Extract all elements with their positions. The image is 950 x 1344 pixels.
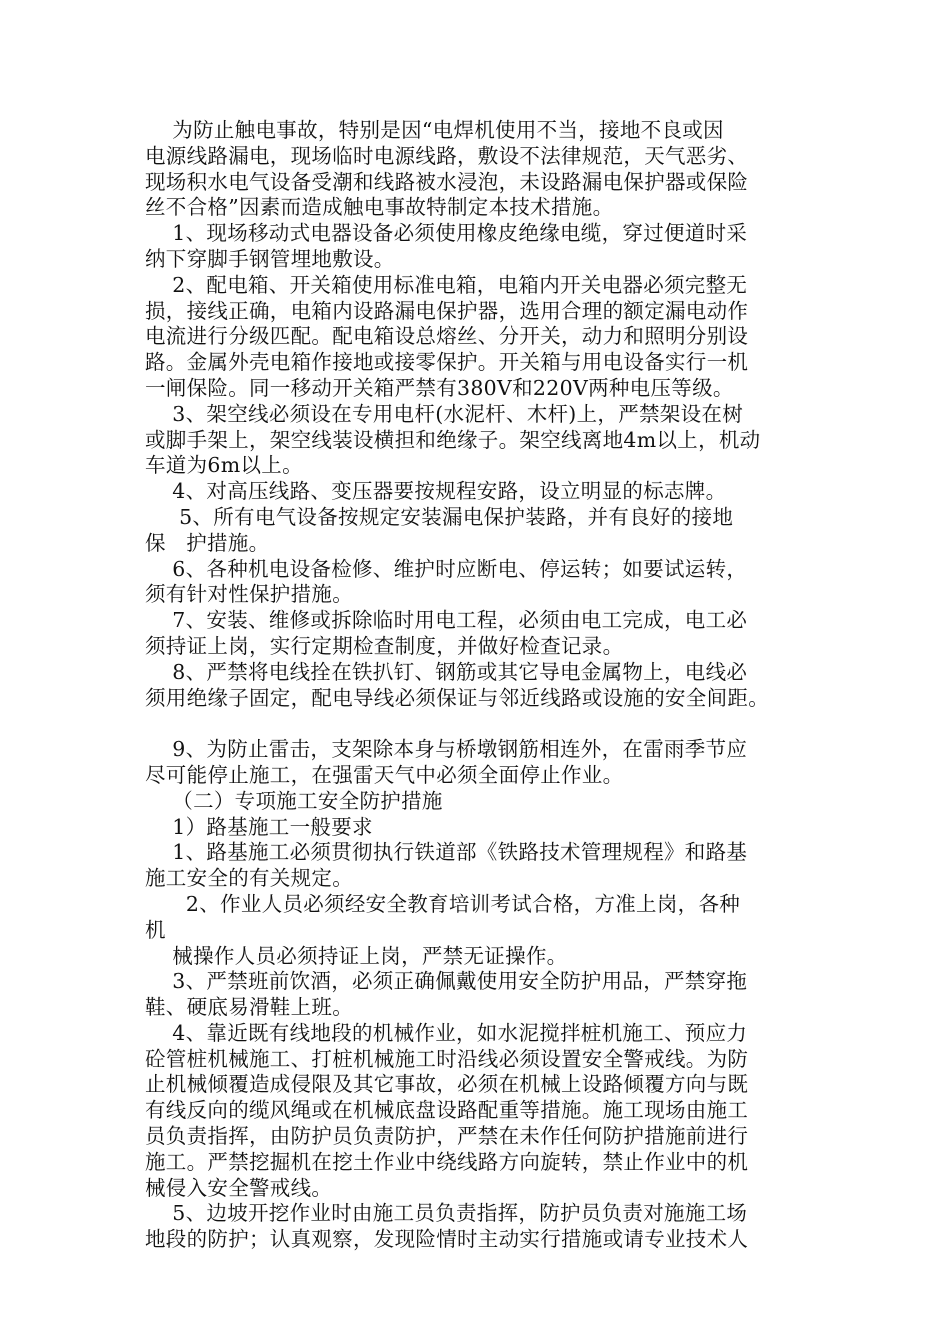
- text-line: 4、靠近既有线地段的机械作业，如水泥搅拌桩机施工、预应力: [145, 1020, 748, 1045]
- text-line: 1、路基施工必须贯彻执行铁道部《铁路技术管理规程》和路基: [145, 840, 748, 865]
- text-line: 3、架空线必须设在专用电杆(水泥杆、木杆)上，严禁架设在树: [145, 401, 744, 426]
- text-line: 员负责指挥，由防护员负责防护，严禁在未作任何防护措施前进行: [145, 1124, 749, 1149]
- text-line: 尽可能停止施工，在强雷天气中必须全面停止作业。: [145, 762, 624, 787]
- text-line: 9、为防止雷击，支架除本身与桥墩钢筋相连外，在雷雨季节应: [145, 737, 748, 762]
- text-line: 施工。严禁挖掘机在挖土作业中绕线路方向旋转，禁止作业中的机: [145, 1149, 749, 1174]
- text-line: 损，接线正确，电箱内设路漏电保护器，选用合理的额定漏电动作: [145, 298, 749, 323]
- text-line: 1、现场移动式电器设备必须使用橡皮绝缘电缆，穿过便道时采: [145, 221, 748, 246]
- text-line: 5、边坡开挖作业时由施工员负责指挥，防护员负责对施施工场: [145, 1201, 748, 1226]
- text-line: 械操作人员必须持证上岗，严禁无证操作。: [145, 943, 568, 968]
- text-line: 8、严禁将电线拴在铁扒钉、钢筋或其它导电金属物上，电线必: [145, 659, 748, 684]
- text-line: （二）专项施工安全防护措施: [145, 788, 443, 813]
- text-line: 6、各种机电设备检修、维护时应断电、停运转；如要试运转，: [145, 556, 748, 581]
- text-line: 车道为6m以上。: [145, 453, 303, 478]
- text-line: 为防止触电事故，特别是因“电焊机使用不当，接地不良或因: [145, 118, 724, 142]
- text-line: 电源线路漏电，现场临时电源线路，敷设不法律规范，天气恶劣、: [145, 143, 749, 168]
- text-line: 械侵入安全警戒线。: [145, 1175, 333, 1200]
- text-line: 路。金属外壳电箱作接地或接零保护。开关箱与用电设备实行一机: [145, 350, 749, 375]
- text-line: 须有针对性保护措施。: [145, 582, 353, 607]
- text-line: 7、安装、维修或拆除临时用电工程，必须由电工完成，电工必: [145, 608, 748, 633]
- text-line: 须持证上岗，实行定期检查制度，并做好检查记录。: [145, 633, 624, 658]
- text-line: 丝不合格”因素而造成触电事故特制定本技术措施。: [145, 195, 614, 220]
- text-line: 须用绝缘子固定，配电导线必须保证与邻近线路或设施的安全间距。: [145, 685, 769, 710]
- text-line: 5、所有电气设备按规定安装漏电保护装路，并有良好的接地: [145, 504, 734, 529]
- text-line: 鞋、硬底易滑鞋上班。: [145, 995, 353, 1020]
- text-line: 一闸保险。同一移动开关箱严禁有380V和220V两种电压等级。: [145, 375, 734, 400]
- text-line: 4、对高压线路、变压器要按规程安路，设立明显的标志牌。: [145, 479, 727, 504]
- text-line: 砼管桩机械施工、打桩机械施工时沿线必须设置安全警戒线。为防: [145, 1046, 749, 1071]
- document-body: [145, 118, 825, 1253]
- text-line: 保 护措施。: [145, 530, 270, 555]
- text-line: 机: [145, 917, 166, 942]
- text-line: 地段的防护；认真观察，发现险情时主动实行措施或请专业技术人: [145, 1227, 749, 1252]
- text-line: 1）路基施工一般要求: [145, 814, 373, 839]
- text-line: 3、严禁班前饮酒，必须正确佩戴使用安全防护用品，严禁穿拖: [145, 969, 748, 994]
- text-line: 2、配电箱、开关箱使用标准电箱，电箱内开关电器必须完整无: [145, 272, 748, 297]
- text-line: 电流进行分级匹配。配电箱设总熔丝、分开关，动力和照明分别设: [145, 324, 749, 349]
- text-line: 有线反向的缆风绳或在机械底盘设路配重等措施。施工现场由施工: [145, 1098, 749, 1123]
- text-line: 现场积水电气设备受潮和线路被水浸泡，未设路漏电保护器或保险: [145, 169, 749, 194]
- text-line: [145, 711, 825, 737]
- text-line: 止机械倾覆造成侵限及其它事故，必须在机械上设路倾覆方向与既: [145, 1072, 749, 1097]
- text-line: 或脚手架上，架空线装设横担和绝缘子。架空线离地4m以上，机动: [145, 427, 761, 452]
- text-line: 纳下穿脚手钢管埋地敷设。: [145, 246, 395, 271]
- text-line: 施工安全的有关规定。: [145, 866, 353, 891]
- text-line: 2、作业人员必须经安全教育培训考试合格，方准上岗，各种: [145, 891, 741, 916]
